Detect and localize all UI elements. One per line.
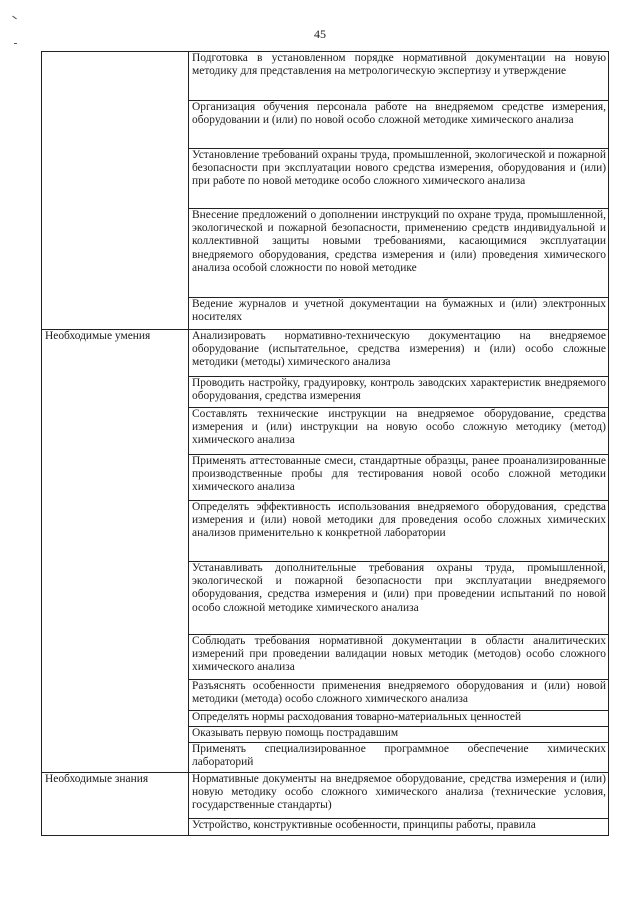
row-description: Внесение предложений о дополнении инструкций по охране труда, промышленной, экологической и пожарной безопасности, применению средств индивидуальной и коллективной защиты новыми требованиями, касающимися эксплуатации внедряемого оборудования, средства измерения и (или) проведения химического анализа особой сложности по новой методике [189,209,609,298]
row-description: Подготовка в установленном порядке нормативной документации на новую методику для представления на метрологическую экспертизу и утверждение [189,52,609,101]
row-description: Составлять технические инструкции на внедряемое оборудование, средства измерения и (или) инструкции на новую особо сложную методику (метод) химического анализа [189,408,609,455]
scan-mark [12,16,17,20]
row-description: Установление требований охраны труда, промышленной, экологической и пожарной безопасности при эксплуатации нового средства измерения, оборудования и (или) при работе по новой методике особо сложного химического анализа [189,149,609,209]
table-row [42,330,609,377]
row-description: Ведение журналов и учетной документации на бумажных и (или) электронных носителях [189,298,609,330]
table-row [42,773,609,819]
row-label: Необходимые знания [42,773,189,836]
row-description: Соблюдать требования нормативной документации в области аналитических измерений при проведении валидации новых методик (методов) особо сложного химического анализа [189,635,609,680]
row-description: Нормативные документы на внедряемое оборудование, средства измерения и (или) новую методику особо сложного химического анализа (технические условия, государственные стандарты) [189,773,609,819]
page-number: 45 [314,27,326,41]
row-description: Проводить настройку, градуировку, контроль заводских характеристик внедряемого оборудования, средства измерения [189,377,609,408]
row-description: Определять нормы расходования товарно-материальных ценностей [189,711,609,727]
row-description: Применять специализированное программное обеспечение химических лабораторий [189,743,609,773]
row-description: Устанавливать дополнительные требования охраны труда, промышленной, экологической и пожарной безопасности при эксплуатации внедряемого оборудования, средства измерения и (или) при проведении испытаний по новой особо сложной методике химического анализа [189,562,609,635]
row-label: Необходимые умения [42,330,189,773]
row-label [42,52,189,330]
row-description: Анализировать нормативно-техническую документацию на внедряемое оборудование (испытательное, средства измерения) и (или) особо сложные методики (методы) химического анализа [189,330,609,377]
row-description: Оказывать первую помощь пострадавшим [189,727,609,743]
scan-mark [14,43,17,44]
row-description: Применять аттестованные смеси, стандартные образцы, ранее проанализированные производственные пробы для тестирования новой особо сложной методики химического анализа [189,455,609,501]
competency-table [41,51,609,836]
competency-table-body [42,52,609,836]
table-row [42,52,609,101]
row-description: Устройство, конструктивные особенности, принципы работы, правила [189,819,609,836]
row-description: Разъяснять особенности применения внедряемого оборудования и (или) новой методики (метода) особо сложного химического анализа [189,680,609,711]
row-description: Организация обучения персонала работе на внедряемом средстве измерения, оборудовании и (или) по новой особо сложной методике химического анализа [189,101,609,149]
row-description: Определять эффективность использования внедряемого оборудования, средства измерения и (или) новой методики для проведения особо сложных химических анализов применительно к конкретной лаборатории [189,501,609,562]
